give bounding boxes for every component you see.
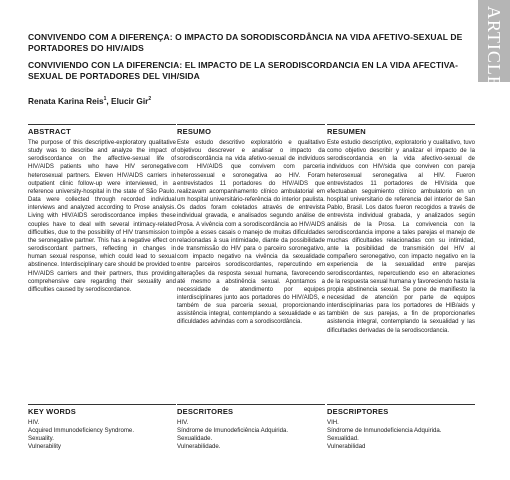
section-rule bbox=[177, 404, 325, 405]
section-label: ARTICLE bbox=[484, 6, 504, 88]
author-separator: , bbox=[106, 96, 112, 106]
abstract-column-english bbox=[28, 124, 176, 294]
title-spanish: CONVIVIENDO CON LA DIFERENCIA: EL IMPACTO DE LA SERODISCORDANCIA EN LA VIDA AFECTIVA-SEXUAL DE PORTADORES DEL VIH/SIDA bbox=[28, 60, 459, 81]
keyword-item: Acquired Immunodeficiency Syndrome. bbox=[28, 427, 135, 435]
author-name: Elucir Gir bbox=[111, 96, 149, 106]
keyword-list bbox=[177, 419, 325, 451]
section-rule bbox=[327, 124, 475, 125]
article-titles bbox=[28, 32, 468, 81]
keyword-list bbox=[28, 419, 176, 451]
keyword-item: HIV. bbox=[177, 419, 189, 426]
resumen-text: Este estudio descriptivo, exploratorio y cualitativo, tuvo como objetivo describir y analizar el impacto de la serodiscordancia en la vida afectivo-sexual de individuos con HIV/sida que conviven con pareja heterosexual seronegativa al HIV. Fueron entrevistados 11 portadores de HIV/sida que efectuaban seguimiento clínico ambulatorio en un hospital universitario de referencia del interior de San Pablo, Brasil. Los datos fueron recogidos a través de entrevista individual grabada, y analizados según análisis de la Prosa. La convivencia con la serodiscordancia impone a tales parejas el manejo de muchas dificultades relacionadas con su intimidad, ante la posibilidad de transmisión del HIV al compañero seronegativo, con impacto negativo en la experiencia de la sexualidad entre parejas serodiscordantes, repercutiendo eso en alteraciones de la respuesta sexual humana y favoreciendo hasta la propia abstinencia sexual. Se pone de manifiesto la necesidad de atención por parte de equipos interdisciplinarias para los portadores de HIB/aids y también de sus parejas, a fin de proporcionarles asistencia integral, contemplando la sexualidad y las dificultades derivadas de la serodiscordancia. bbox=[327, 140, 475, 334]
section-rule bbox=[28, 124, 176, 125]
section-rule bbox=[327, 404, 475, 405]
keyword-item: Sexualidad. bbox=[327, 435, 359, 443]
resumo-heading: RESUMO bbox=[177, 127, 212, 136]
article-section-tab bbox=[478, 0, 510, 88]
abstract-column-portuguese bbox=[177, 124, 325, 327]
title-portuguese: CONVIVENDO COM A DIFERENÇA: O IMPACTO DA SORODISCORDÂNCIA NA VIDA AFETIVO-SEXUAL DE PORTADORES DO HIV/AIDS bbox=[28, 32, 463, 53]
resumo-text: Este estudo descritivo exploratório e qualitativo objetivou descrever e analisar o impacto da sorodiscordância na vida afetivo-sexual de indivíduos com HIV/AIDS que convivem com parceria heterossexual e soronegativa ao HIV. Foram entrevistados 11 portadores do HIV/AIDS que realizavam acompanhamento clínico ambulatorial em um hospital universitário-referência do interior paulista. Os dados foram coletados através de entrevista individual gravada, e analisados segundo análise de Prosa. A vivência com a sorodiscordância ao HIV/AIDS impõe a esses casais o manejo de muitas dificuldades relacionadas à sua intimidade, diante da possibilidade de transmissão do HIV para o parceiro soronegativo, com impacto negativo na vivência da sexualidade entre parceiros sorodiscordantes, repercutindo em alterações da resposta sexual humana, favorecendo até mesmo a abstinência sexual. Apontamos a necessidade de atendimento por equipes interdisciplinares junto aos portadores do HIV/AIDS, e também de sua parceria sexual, proporcionando assistência integral, contemplando a sexualidade e as dificuldades advindas com a sorodiscordância. bbox=[177, 140, 325, 326]
descritores-heading: DESCRITORES bbox=[177, 407, 234, 416]
abstract-text: The purpose of this descriptive-exploratory qualitative study was to describe and analyze the impact of serodiscordance on the affective-sexual life of HIV/AIDS patients who have HIV seronegative heterosexual partners. Eleven HIV/AIDS carriers in outpatient clinic follow-up were interviewed, in a reference university-hospital in the state of São Paulo. Data were collected through recorded individual interviews and analyzed according to Prose analysis. Living with HIV/AIDS serodiscordance implies these couples have to deal with several intimacy-related difficulties, due to the possibility of HIV transmission to the seronegative partner. This has a negative effect on serodiscordant partners, reflecting in changes in human sexual response, which could lead to sexual abstinence. Interdisciplinary care should be provided to HIV/AIDS carriers and their partners, thus providing comprehensive care regarding their sexuality and difficulties caused by serodiscordance. bbox=[28, 140, 176, 293]
keyword-item: HIV. bbox=[28, 419, 40, 426]
keyword-item: Síndrome de Inmunodeficiencia Adquirida. bbox=[327, 427, 442, 435]
keyword-list bbox=[327, 419, 475, 451]
author-affiliation-mark: 1 bbox=[103, 96, 107, 103]
abstract-column-spanish bbox=[327, 124, 475, 335]
section-rule bbox=[28, 404, 176, 405]
author-affiliation-mark: 2 bbox=[148, 96, 152, 103]
author-line bbox=[28, 96, 151, 106]
keywords-column-portuguese bbox=[177, 404, 325, 451]
descriptores-heading: DESCRIPTORES bbox=[327, 407, 389, 416]
abstract-heading: ABSTRACT bbox=[28, 127, 71, 136]
keyword-item: Vulnerabilidade. bbox=[177, 443, 221, 451]
keyword-item: Sexualidade. bbox=[177, 435, 213, 443]
author-name: Renata Karina Reis bbox=[28, 96, 104, 106]
keyword-item: VIH. bbox=[327, 419, 339, 426]
keywords-heading: KEY WORDS bbox=[28, 407, 76, 416]
resumen-heading: RESUMEN bbox=[327, 127, 366, 136]
keyword-item: Vulnerability bbox=[28, 443, 61, 451]
keywords-column-english bbox=[28, 404, 176, 451]
section-rule bbox=[177, 124, 325, 125]
keyword-item: Sexuality. bbox=[28, 435, 54, 443]
keyword-item: Síndrome de Imunodeficiência Adquirida. bbox=[177, 427, 289, 435]
keywords-column-spanish bbox=[327, 404, 475, 451]
keyword-item: Vulnerabilidad bbox=[327, 443, 366, 451]
